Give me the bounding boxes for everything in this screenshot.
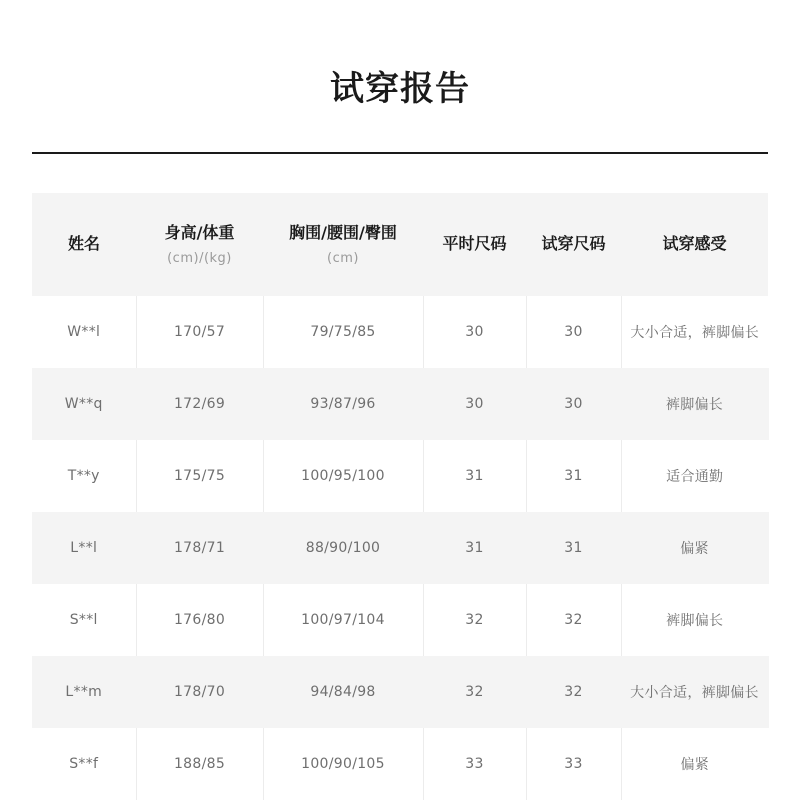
table-row — [32, 656, 768, 728]
cell-height-weight: 178/70 — [136, 656, 263, 728]
header-label: 姓名 — [67, 234, 100, 253]
header-label: 胸围/腰围/臀围 — [289, 222, 397, 242]
cell-height-weight: 176/80 — [136, 584, 263, 656]
cell-usual-size: 31 — [423, 512, 526, 584]
fit-report-table — [32, 193, 769, 800]
cell-tried-size: 32 — [526, 584, 621, 656]
table-row — [32, 368, 768, 440]
cell-height-weight: 175/75 — [136, 440, 263, 512]
header-unit: (cm)/(kg) — [167, 250, 232, 266]
cell-measurements: 100/90/105 — [263, 728, 423, 800]
header-label: 平时尺码 — [442, 234, 507, 253]
cell-name: S**l — [32, 584, 136, 656]
cell-measurements: 100/95/100 — [263, 440, 423, 512]
table-row — [32, 512, 768, 584]
cell-measurements: 88/90/100 — [263, 512, 423, 584]
table-row — [32, 584, 768, 656]
header-measurements — [263, 193, 423, 296]
cell-feedback: 适合通勤 — [666, 469, 724, 485]
cell-feedback: 裤脚偏长 — [621, 368, 768, 440]
cell-feedback: 大小合适，裤脚偏长 — [621, 656, 768, 728]
cell-measurements: 93/87/96 — [263, 368, 423, 440]
header-usual-size — [423, 193, 526, 296]
table-row — [32, 296, 768, 368]
cell-feedback: 大小合适，裤脚偏长 — [630, 325, 760, 341]
table-row — [32, 440, 768, 512]
cell-name: S**f — [32, 728, 136, 800]
header-label: 试穿感受 — [662, 234, 727, 253]
header-feedback — [621, 193, 768, 296]
cell-height-weight: 178/71 — [136, 512, 263, 584]
cell-tried-size: 31 — [526, 440, 621, 512]
cell-measurements: 79/75/85 — [263, 296, 423, 368]
cell-feedback: 偏紧 — [621, 512, 768, 584]
cell-measurements: 100/97/104 — [263, 584, 423, 656]
table-header-row — [32, 193, 768, 296]
cell-height-weight: 170/57 — [136, 296, 263, 368]
cell-tried-size: 30 — [526, 368, 621, 440]
cell-height-weight: 188/85 — [136, 728, 263, 800]
header-label: 身高/体重 — [164, 222, 235, 242]
cell-name: W**q — [32, 368, 136, 440]
cell-name: W**l — [32, 296, 136, 368]
cell-tried-size: 30 — [526, 296, 621, 368]
cell-usual-size: 31 — [423, 440, 526, 512]
cell-measurements: 94/84/98 — [263, 656, 423, 728]
cell-feedback: 裤脚偏长 — [666, 613, 724, 629]
cell-feedback: 偏紧 — [680, 757, 710, 773]
cell-name: L**m — [32, 656, 136, 728]
cell-usual-size: 32 — [423, 584, 526, 656]
table-body — [32, 296, 768, 800]
cell-tried-size: 32 — [526, 656, 621, 728]
cell-name: T**y — [32, 440, 136, 512]
title-divider — [32, 152, 768, 154]
cell-name: L**l — [32, 512, 136, 584]
cell-usual-size: 30 — [423, 296, 526, 368]
page-title: 试穿报告 — [330, 69, 470, 109]
header-unit: (cm) — [327, 250, 359, 266]
cell-usual-size: 32 — [423, 656, 526, 728]
table-row — [32, 728, 768, 800]
cell-tried-size: 33 — [526, 728, 621, 800]
header-height-weight — [136, 193, 263, 296]
header-name — [32, 193, 136, 296]
cell-tried-size: 31 — [526, 512, 621, 584]
cell-height-weight: 172/69 — [136, 368, 263, 440]
cell-usual-size: 30 — [423, 368, 526, 440]
header-tried-size — [526, 193, 621, 296]
header-label: 试穿尺码 — [541, 234, 606, 253]
cell-usual-size: 33 — [423, 728, 526, 800]
